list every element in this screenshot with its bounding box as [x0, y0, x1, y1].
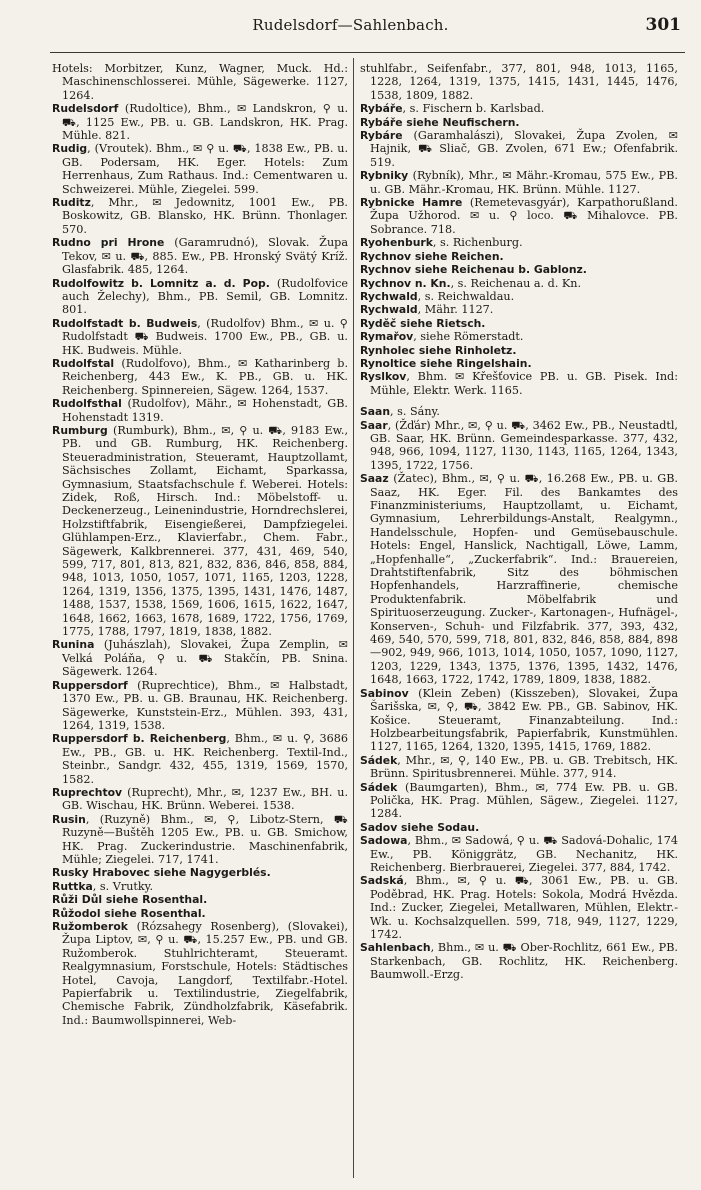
- entry-headword: Sádek: [360, 780, 405, 794]
- entry-headword: Ruprechtov: [52, 785, 128, 799]
- entry: Rudolfowitz b. Lomnitz a. d. Pop. (Rudolfovice auch Želechy), Bhm., PB. Semil, GB. Lomnitz. 801.: [52, 276, 348, 317]
- entry-headword: Rychnov siehe Reichen.: [360, 249, 504, 263]
- entry: Ruprechtov (Ruprecht), Mhr., ✉, 1237 Ew., BH. u. GB. Wischau, HK. Brünn. Weberei. 1538.: [52, 785, 349, 813]
- entry: Rybáre (Garamhalászi), Slovakei, Župa Zvolen, ✉ Hajnik, ⛟ Sliač, GB. Zvolen, 671 Ew.; Ofenfabrik. 519.: [360, 129, 678, 169]
- entry: Rybniky (Rybník), Mhr., ✉ Mähr.-Kromau, 575 Ew., PB. u. GB. Mähr.-Kromau, HK. Brünn. Mühle. 1127.: [360, 169, 678, 196]
- entry-headword: Saar: [360, 418, 388, 432]
- entry-headword: Ryděč siehe Rietsch.: [360, 316, 486, 330]
- entry-headword: Rudig: [52, 142, 88, 156]
- entry: [52, 893, 348, 906]
- entry-headword: Rusky Hrabovec siehe Nagygerblés.: [52, 866, 271, 880]
- entry-headword: Rynoltice siehe Ringelshain.: [360, 356, 532, 370]
- entry: Rudno pri Hrone (Garamrudnó), Slovak. Župa Tekov, ✉ u. ⛟, 885. Ew., PB. Hronský Svätý Kríž. Glasfabrik. 485, 1264.: [52, 236, 348, 277]
- page-header: [0, 10, 701, 36]
- entry-headword: Rymařov: [360, 330, 414, 344]
- entry: Rudig, (Vroutek). Bhm., ✉ ⚲ u. ⛟, 1838 Ew., PB. u. GB. Podersam, HK. Eger. Hotels: Zum Herrenhaus, Zum Rathaus. Ind.: Cementwaren u. Schweizerei. Mühle, Ziegelei. 599.: [52, 142, 348, 196]
- entry: Rudolfstadt b. Budweis, (Rudolfov) Bhm., ✉ u. ⚲ Rudolfstadt ⛟ Budweis. 1700 Ew., PB., GB. u. HK. Budweis. Mühle.: [52, 316, 348, 357]
- entry: Rybnicke Hamre (Remetevasgyár), Karpathorußland. Župa Užhorod. ✉ u. ⚲ loco. ⛟ Mihalovce. PB. Sobrance. 718.: [360, 196, 678, 236]
- entry-headword: Růži Důl siehe Rosenthal.: [52, 893, 208, 907]
- entry-headword: Rudolfsthal: [52, 397, 128, 411]
- entry-headword: Ruditz: [52, 196, 91, 210]
- entry: Ruppersdorf b. Reichenberg, Bhm., ✉ u. ⚲, 3686 Ew., PB., GB. u. HK. Reichenberg. Textil-Ind., Steinbr., Sandgr. 432, 455, 1319, 1569, 1570, 1582.: [52, 732, 348, 786]
- entry: Ryohenburk, s. Richenburg.: [360, 236, 523, 250]
- entry-headword: Rumburg: [52, 423, 113, 437]
- entry-headword: Sadov siehe Sodau.: [360, 820, 480, 834]
- entry-headword: Rychnov siehe Reichenau b. Gablonz.: [360, 263, 587, 277]
- entry-headword: Rybniky: [360, 169, 413, 183]
- entry-headword: Rynholec siehe Rinholetz.: [360, 343, 517, 357]
- entry-headword: Rudolfowitz b. Lomnitz a. d. Pop.: [52, 276, 277, 290]
- entry: stuhlfabr., Seifenfabr., 377, 801, 948, 1013, 1165, 1228, 1264, 1319, 1375, 1415, 1431, 1445, 1476, 1538, 1809, 1882.: [360, 62, 678, 102]
- entry-headword: Sahlenbach: [360, 941, 431, 955]
- entry: Rudolfstal (Rudolfovo), Bhm., ✉ Katharinberg b. Reichenberg, 443 Ew., K. PB., GB. u. HK. Reichenberg. Spinnereien, Sägew. 1264, 1537.: [52, 356, 348, 397]
- entry: Sahlenbach, Bhm., ✉ u. ⛟ Ober-Rochlitz, 661 Ew., PB. Starkenbach, GB. Rochlitz, HK. Reichenberg. Baumwoll.-Erzg.: [360, 941, 678, 982]
- entry-headword: Rybáře siehe Neufischern.: [360, 115, 520, 129]
- left-column: [52, 62, 348, 1027]
- entry: Runina (Juhászlah), Slovakei, Župa Zemplin, ✉ Velká Poláňa, ⚲ u. ⛟ Stakčín, PB. Snina. Sägewerk. 1264.: [52, 638, 348, 679]
- entry-headword: Sadowa: [360, 834, 408, 848]
- entry: Sádek, Mhr., ✉, ⚲, 140 Ew., PB. u. GB. Trebitsch, HK. Brünn. Spiritusbrennerei. Mühle. 377, 914.: [360, 753, 678, 781]
- entry-headword: Saaz: [360, 472, 394, 486]
- entry-headword: Rychwald: [360, 303, 418, 317]
- entry-headword: Ryohenburk: [360, 236, 433, 250]
- entry: Ruditz, Mhr., ✉ Jedownitz, 1001 Ew., PB. Boskowitz, GB. Blansko, HK. Brünn. Thonlager. 570.: [52, 196, 348, 236]
- entry-headword: Rudno pri Hrone: [52, 236, 175, 250]
- entry: Saaz (Žatec), Bhm., ✉, ⚲ u. ⛟, 16.268 Ew., PB. u. GB. Saaz, HK. Eger. Fil. des Bankamtes des Finanzministeriums, Hauptzollamt, u. Eichamt, Gymnasium, Lehrerbildungs-Anstalt, Realgymn., Handelsschule, Hopfen- und Gemüsebauschule. Hotels: Engel, Hanslick, Nachtigall, Löwe, Lamm, „Hopfenhalle“, „Zuckerfabrik“. Ind.: Brauereien, Drahtstiftenfabrik, Sitz des böhmischen Hopfenhandels, Harzraffinerie, chemische Produktenfabrik. Möbelfabrik und Spirituoserzeugung. Zucker-, Kartonagen-, Hufnägel-, Konserven-, Schuh- und Filzfabrik. 377, 393, 432, 469, 540, 570, 599, 718, 801, 832, 846, 858, 884, 898—902, 949, 966, 1013, 1014, 1050, 1057, 1090, 1127, 1203, 1229, 1343, 1375, 1376, 1395, 1432, 1476, 1648, 1663, 1722, 1742, 1789, 1809, 1838, 1882.: [360, 472, 678, 687]
- entry: Sadowa, Bhm., ✉ Sadowá, ⚲ u. ⛟ Sadová-Dohalic, 174 Ew., PB. Königgrätz, GB. Nechanitz, HK. Reichenberg. Bierbrauerei, Ziegelei. 377, 884, 1742.: [360, 834, 678, 874]
- entry: Sadská, Bhm., ✉, ⚲ u. ⛟, 3061 Ew., PB. u. GB. Poděbrad, HK. Prag. Hotels: Sokola, Modrá Hvězda. Ind.: Zucker, Ziegelei, Metallwaren, Mühlen, Elektr.-Wk. u. Kochsalzquellen. 599, 718, 949, 1127, 1229, 1742.: [360, 874, 678, 941]
- entry-headword: Ryslkov: [360, 370, 407, 384]
- page-number: 301: [645, 15, 681, 35]
- column-divider: [353, 58, 354, 1178]
- entry: Ruttka, s. Vrutky.: [52, 879, 154, 893]
- header-rule: [50, 52, 685, 53]
- entry-headword: Runina: [52, 638, 104, 652]
- entry-headword: Rusin: [52, 812, 86, 826]
- entry-headword: Rudolfstadt b. Budweis: [52, 316, 198, 330]
- right-column: [360, 62, 678, 982]
- entry-headword: Saan: [360, 405, 391, 419]
- entry-headword: Ružomberok: [52, 920, 137, 933]
- entry-headword: Ruttka: [52, 879, 93, 893]
- entry: Rusin, (Ruzyně) Bhm., ✉, ⚲, Libotz-Stern, ⛟ Ruzyně—Buštěh 1205 Ew., PB. u. GB. Smichow, HK. Prag. Zuckerindustrie. Maschinenfabrik, Mühle; Ziegelei. 717, 1741.: [52, 812, 348, 866]
- entry: [360, 317, 678, 330]
- entry-headword: Růžodol siehe Rosenthal.: [52, 906, 206, 920]
- entry: Rychwald, Mähr. 1127.: [360, 303, 494, 317]
- entry-headword: Ruppersdorf b. Reichenberg: [52, 732, 227, 746]
- entry: Rudolfsthal (Rudolfov), Mähr., ✉ Hohenstadt, GB. Hohenstadt 1319.: [52, 397, 348, 424]
- entry-headword: Rybáre: [360, 129, 414, 143]
- entry-headword: Rychwald: [360, 289, 418, 303]
- entry-headword: Sabinov: [360, 686, 419, 700]
- entry: Rumburg (Rumburk), Bhm., ✉, ⚲ u. ⛟, 9183 Ew., PB. und GB. Rumburg, HK. Reichenberg. Steueradministration, Steueramt, Hauptzollamt, Sächsisches Zollamt, Eichamt, Sparkassa, Gymnasium, Staatsfachschule f. Weberei. Hotels: Zidek, Roß, Hirsch. Ind.: Möbelstoff- u. Deckenerzeug., Leinenindustrie, Horndrechslerei, Holzstiftfabrik, Eisengießerei, Dampfziegelei. Glühlampen-Erz., Klavierfabr., Chem. Fabr., Sägewerk, Kalkbrennerei. 377, 431, 469, 540, 599, 717, 801, 813, 821, 832, 836, 846, 858, 884, 948, 1013, 1050, 1057, 1071, 1165, 1203, 1228, 1264, 1319, 1356, 1375, 1395, 1431, 1476, 1487, 1488, 1537, 1538, 1569, 1606, 1615, 1622, 1647, 1648, 1662, 1663, 1678, 1689, 1722, 1756, 1769, 1775, 1788, 1797, 1819, 1838, 1882.: [52, 423, 348, 639]
- entry: Ruppersdorf (Ruprechtice), Bhm., ✉ Halbstadt, 1370 Ew., PB. u. GB. Braunau, HK. Reichenberg. Sägewerke, Kunststein-Erz., Mühlen. 393, 431, 1264, 1319, 1538.: [52, 678, 348, 732]
- entry-headword: Rybnicke Hamre: [360, 196, 470, 210]
- entry-headword: Rudolfstal: [52, 356, 122, 370]
- entry: Hotels: Morbitzer, Kunz, Wagner, Muck. Hd.: Maschinenschlosserei. Mühle, Sägewerke. 1127, 1264.: [52, 62, 348, 102]
- entry: Ryslkov, Bhm. ✉ Křešťovice PB. u. GB. Pisek. Ind: Mühle, Elektr. Werk. 1165.: [360, 370, 678, 397]
- entry: Saar, (Žďár) Mhr., ✉, ⚲ u. ⛟, 3462 Ew., PB., Neustadtl, GB. Saar, HK. Brünn. Gemeindesparkasse. 377, 432, 948, 966, 1094, 1127, 1130, 1143, 1165, 1264, 1343, 1395, 1722, 1756.: [360, 418, 678, 472]
- entry-headword: Ruppersdorf: [52, 678, 138, 692]
- entry: Rychwald, s. Reichwaldau.: [360, 289, 515, 303]
- entry-headword: Sadská: [360, 874, 404, 888]
- entry-headword: Sádek: [360, 753, 398, 767]
- entry: Rybáře, s. Fischern b. Karlsbad.: [360, 102, 545, 116]
- entry: Sabinov (Klein Zeben) (Kisszeben), Slovakei, Župa Šarišska, ✉, ⚲, ⛟, 3842 Ew. PB., GB. Sabinov, HK. Košice. Steueramt, Finanzabteilung. Ind.: Holzbearbeitungsfabrik, Papierfabrik, Kunstmühlen. 1127, 1165, 1264, 1320, 1395, 1415, 1769, 1882.: [360, 686, 678, 754]
- entry: Sádek (Baumgarten), Bhm., ✉, 774 Ew. PB. u. GB. Polička, HK. Prag. Mühlen, Sägew., Ziegelei. 1127, 1284.: [360, 780, 678, 821]
- entry: [360, 344, 678, 357]
- entry: [360, 357, 678, 370]
- entry: [52, 907, 348, 920]
- entry-headword: Rudelsdorf: [52, 102, 125, 116]
- entry: [360, 263, 678, 276]
- entry: Rychnov n. Kn., s. Reichenau a. d. Kn.: [360, 276, 582, 290]
- entry: Rudelsdorf (Rudoltice), Bhm., ✉ Landskron, ⚲ u. ⛟, 1125 Ew., PB. u. GB. Landskron, HK. Prag. Mühle. 821.: [52, 102, 348, 143]
- entry: [52, 866, 348, 879]
- page-title: Rudelsdorf—Sahlenbach.: [252, 16, 449, 34]
- entry: [360, 116, 678, 129]
- entry: Rymařov, siehe Römerstadt.: [360, 330, 524, 344]
- entry: Ružomberok (Rózsahegy Rosenberg), (Slovakei), Župa Liptov, ✉, ⚲ u. ⛟, 15.257 Ew., PB. und GB. Ružomberok. Stuhlrichteramt, Steueramt. Realgymnasium, Forstschule, Hotels: Städtisches Hotel, Cavoja, Langdorf, Textilfabr.-Hotel. Papierfabrik u. Textilindustrie, Ziegelfabrik, Chemische Fabrik, Zündholzfabrik, Käsefabrik. Ind.: Baumwollspinnerei, Web-: [52, 920, 349, 1027]
- entry: [360, 821, 678, 834]
- section-gap: [360, 397, 678, 405]
- entry: Saan, s. Sány.: [360, 405, 440, 419]
- entry-headword: Rybáře: [360, 102, 403, 116]
- entry: [360, 250, 678, 263]
- entry-headword: Rychnov n. Kn.: [360, 276, 451, 290]
